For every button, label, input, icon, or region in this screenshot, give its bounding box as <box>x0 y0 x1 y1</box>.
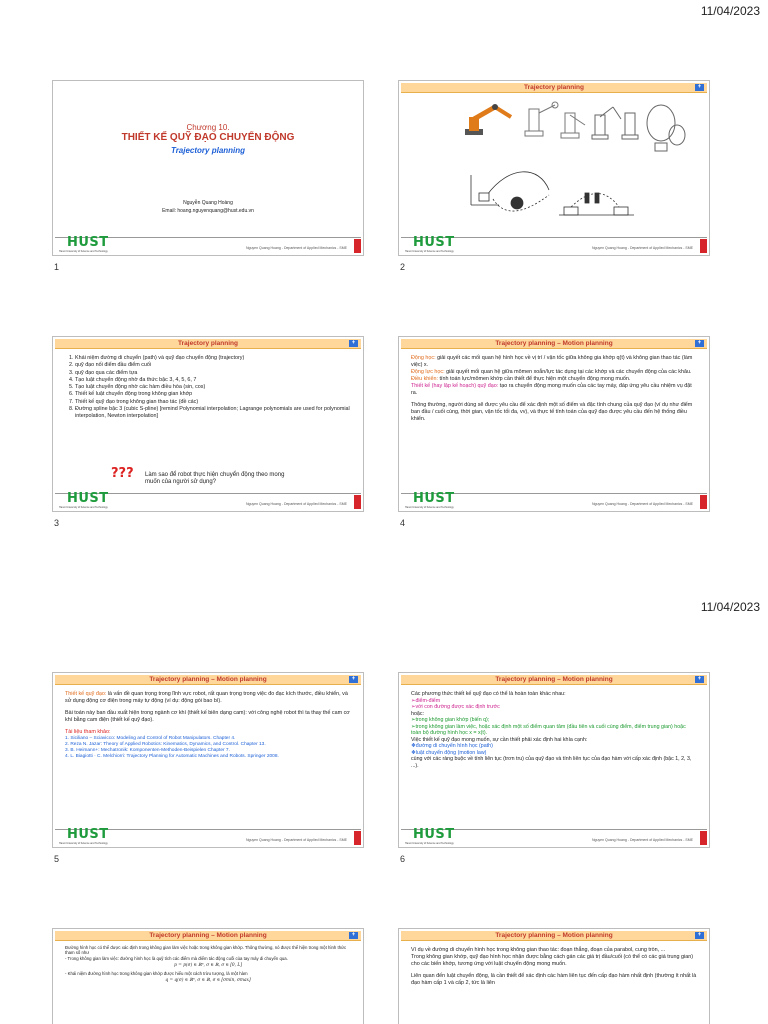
slide-5 <box>52 672 364 848</box>
paragraph: Ví dụ về đường di chuyển hình học trong không gian thao tác: đoạn thẳng, đoạn của parabol, cung tròn, ... <box>411 947 666 953</box>
bullet-item: ➢trong không gian làm việc, hoặc xác định một số điểm quan tâm (đầu tiên và cuối cùng điểm, điểm trung gian) hoặc toàn bộ đường hình học x = x(t). <box>411 723 686 736</box>
footer-credit: Nguyen Quang Hoang - Department of Applied Mechanics - SME <box>246 838 347 842</box>
chapter-title: THIẾT KẾ QUỸ ĐẠO CHUYỂN ĐỘNG <box>121 132 295 143</box>
list-item: 7. Thiết kế quỹ đạo trong không gian thao tác (đề các) <box>75 399 351 406</box>
slide-body <box>411 947 697 987</box>
bullet-item: ➢với con đường được xác định trước <box>411 704 500 710</box>
footer-credit: Nguyen Quang Hoang - Department of Applied Mechanics - SME <box>246 246 347 250</box>
slide-body <box>65 945 351 985</box>
slide-2 <box>398 80 710 256</box>
hust-logo: HUST <box>413 235 455 250</box>
slide-1 <box>52 80 364 256</box>
slide-header <box>401 931 707 941</box>
pick-place-diagram-icon <box>559 193 634 215</box>
chapter-subtitle: Trajectory planning <box>170 146 246 155</box>
slide-footer <box>401 237 707 253</box>
slide-footer <box>55 493 361 509</box>
hust-logo: HUST <box>413 491 455 506</box>
hust-logo: HUST <box>67 491 109 506</box>
footer-red-tab <box>700 831 707 845</box>
slide-header <box>401 83 707 93</box>
slide-footer <box>55 829 361 845</box>
footer-red-tab <box>700 495 707 509</box>
slide-header <box>55 675 361 685</box>
references-list <box>65 736 351 760</box>
equation: p = p(σ) ∈ ℝⁿ, σ ∈ ℝ, σ ∈ [0, L] <box>174 963 242 969</box>
slide-number: 1 <box>54 262 60 272</box>
list-item: 1. Khái niệm đường di chuyển (path) và quỹ đạo chuyển động (trajectory) <box>75 355 351 362</box>
footer-credit: Nguyen Quang Hoang - Department of Applied Mechanics - SME <box>592 502 693 506</box>
slide-body <box>65 355 351 420</box>
reference-item: 3. B. Heimann+: Mechatronik: Komponenten-Methoden-Beispielen Chapter 7. <box>65 747 230 753</box>
footer-credit: Nguyen Quang Hoang - Department of Applied Mechanics - SME <box>246 502 347 506</box>
hust-subtitle: Hanoi University of Science and Technology <box>59 842 108 845</box>
bullet-item: ❖luật chuyển động (motion law) <box>411 749 487 756</box>
author-email: Email: hoang.nguyenquang@hust.edu.vn <box>162 208 254 214</box>
slide-body <box>411 355 697 423</box>
slide-number: 5 <box>54 854 60 864</box>
paragraph: Việc thiết kế quỹ đạo mong muốn, sự cần thiết phải xác định hai khía cạnh: <box>411 736 588 743</box>
author-block <box>53 199 363 215</box>
sketch-robot-icon <box>525 102 585 138</box>
robot-arms-icon <box>592 105 685 151</box>
robot-illustrations <box>399 95 710 245</box>
slide-body <box>411 691 697 769</box>
footer-red-tab <box>354 239 361 253</box>
page-date: 11/04/2023 <box>700 4 760 18</box>
author-name: Nguyễn Quang Hoàng <box>183 200 233 206</box>
slide-7 <box>52 928 364 1024</box>
paragraph: Thông thường, người dùng sẽ được yêu cầu để xác định một số điểm và đặc tính chung của quỹ đạo (ví dụ như điểm ban đầu / cuối cùng, thời gian, vận tốc tối đa, vv), và thực tế tính toán của quỹ đạo được yêu cầu đến hệ thống điều khiển. <box>411 402 693 423</box>
paragraph: Động học: giải quyết các mối quan hệ hình học về vị trí / vận tốc giữa không gia khớp q(t) và không gian thao tác (làm việc) x. <box>411 355 693 368</box>
reference-item: 4. L. Biagiotti · C. Melchiorri: Trajectory Planning for Automatic Machines and Robots. Springer 2008. <box>65 753 279 759</box>
list-item: 2. quỹ đạo nối điểm đầu điểm cuối <box>75 362 351 369</box>
paragraph: - Khái niệm đường hình học trong không gian khớp được hiểu một cách trừu tượng, là một hàm <box>65 970 248 976</box>
list-item: 6. Thiết kế luật chuyển động trong không gian khớp <box>75 391 351 398</box>
bullet-item: ➢điểm-điểm <box>411 697 441 704</box>
slide-body <box>65 691 351 760</box>
slide-footer <box>401 829 707 845</box>
question-block <box>111 466 295 486</box>
footer-red-tab <box>354 495 361 509</box>
paragraph: Trong không gian khớp, quỹ đạo hình học nhận được bằng cách gán các giá trị đầu/cuối (có thể có các giá trung gian) cho các biến khớp, tương ứng với luật chuyển động mong muốn. <box>411 953 693 967</box>
paragraph: Điều khiển: tính toán lực/mômen khớp cần thiết để thực hiện một chuyển động mong muốn. <box>411 375 631 382</box>
footer-credit: Nguyen Quang Hoang - Department of Applied Mechanics - SME <box>592 838 693 842</box>
list-item: 3. quỹ đạo qua các điểm tựa <box>75 370 351 377</box>
hust-logo: HUST <box>67 827 109 842</box>
footer-red-tab <box>700 239 707 253</box>
list-item: 8. Đường spline bậc 3 (cubic S-pline) [remind Polynomial interpolation; Lagrange polynomials are used for polynomial interpolation, Newton interpolation] <box>75 406 351 420</box>
chapter-label: Chương 10. <box>186 123 230 132</box>
paragraph: Bài toán này ban đầu xuất hiện trong ngành cơ khí (thiết kế biên dạng cam): với công nghệ robot thì ta thay thế cam cơ khí bằng cam điện (thiết kế quỹ đạo). <box>65 709 350 723</box>
reference-item: 2. Reza N. Jazar: Theory of Applied Robotics: Kinematics, Dynamics, and Control. Chapter 13. <box>65 741 266 747</box>
list-item: 5. Tạo luật chuyển động nhờ các hàm điều hòa (sin, cos) <box>75 384 351 391</box>
references-title: Tài liệu tham khảo: <box>65 728 111 735</box>
slide-header <box>55 339 361 349</box>
slide-nav-icon: + <box>695 84 704 91</box>
slide-nav-icon: + <box>695 932 704 939</box>
title-block <box>53 123 363 155</box>
hust-subtitle: Hanoi University of Science and Technology <box>59 250 108 253</box>
paragraph: - Trong không gian làm việc: đường hình học là quỹ tích các điểm mà điểm tác động cuối của tay máy di chuyển qua. <box>65 955 288 961</box>
slide-header-title: Trajectory planning <box>524 84 584 91</box>
question-marks-icon: ??? <box>111 466 134 481</box>
slide-nav-icon: + <box>695 676 704 683</box>
paragraph: Thiết kế (hay lập kế hoạch) quỹ đạo: tạo ra chuyển động mong muốn của các tay máy, đáp ứng yêu cầu nhiệm vụ đặt ra. <box>411 382 692 396</box>
slide-nav-icon: + <box>695 340 704 347</box>
slide-nav-icon: + <box>349 676 358 683</box>
orange-robot-icon <box>465 104 511 135</box>
slide-header-title: Trajectory planning <box>178 340 238 347</box>
slide-number: 4 <box>400 518 406 528</box>
paragraph: Liên quan đến luật chuyển động, là cần thiết để xác định các hàm liên tục đến cấp đạo hàm nhất định (thường ít nhất là đạo hàm cấp 1 và cấp 2, tức là liên <box>411 973 697 987</box>
hust-subtitle: Hanoi University of Science and Technology <box>405 250 454 253</box>
topic-list <box>65 355 351 420</box>
page-date: 11/04/2023 <box>700 600 760 614</box>
hust-subtitle: Hanoi University of Science and Technology <box>59 506 108 509</box>
footer-credit: Nguyen Quang Hoang - Department of Applied Mechanics - SME <box>592 246 693 250</box>
paragraph: hoặc: <box>411 710 424 717</box>
slide-4 <box>398 336 710 512</box>
question-text: Làm sao để robot thực hiện chuyển động theo mong muốn của người sử dụng? <box>145 472 285 485</box>
slide-header-title: Trajectory planning – Motion planning <box>495 932 613 939</box>
slide-footer <box>55 237 361 253</box>
slide-number: 6 <box>400 854 406 864</box>
slide-8 <box>398 928 710 1024</box>
slide-header <box>55 931 361 941</box>
footer-red-tab <box>354 831 361 845</box>
slide-number: 3 <box>54 518 60 528</box>
paragraph: Các phương thức thiết kế quỹ đạo có thể là hoàn toàn khác nhau: <box>411 691 566 697</box>
slide-6 <box>398 672 710 848</box>
slide-header-title: Trajectory planning – Motion planning <box>495 676 613 683</box>
hust-logo: HUST <box>67 235 109 250</box>
hust-logo: HUST <box>413 827 455 842</box>
slide-nav-icon: + <box>349 932 358 939</box>
paragraph: Động lực học: giải quyết mối quan hệ giữa mômen xoắn/lực tác dụng tại các khớp và các chuyển động của các khâu. <box>411 368 692 375</box>
slide-nav-icon: + <box>349 340 358 347</box>
slide-header-title: Trajectory planning – Motion planning <box>495 340 613 347</box>
equation: q = q(σ) ∈ ℝⁿ, σ ∈ ℝ, σ ∈ [σmin, σmax] <box>165 978 251 984</box>
slide-header-title: Trajectory planning – Motion planning <box>149 676 267 683</box>
slide-number: 2 <box>400 262 406 272</box>
slide-header <box>401 339 707 349</box>
slide-3 <box>52 336 364 512</box>
slide-footer <box>401 493 707 509</box>
slide-header <box>401 675 707 685</box>
bullet-item: ❖đường di chuyển hình học (path) <box>411 743 493 749</box>
list-item: 4. Tạo luật chuyển động nhờ đa thức bậc 3, 4, 5, 6, 7 <box>75 377 351 384</box>
path-diagram-icon <box>471 172 549 211</box>
bullet-item: ➢trong không gian khớp (biến q); <box>411 717 490 723</box>
paragraph: Đường hình học có thể được xác định trong không gian làm việc hoặc trong không gian khớp. Thông thường, nó được thể hiện trong một hình thức tham số như <box>65 945 347 956</box>
reference-item: 1. Siciliano – Sciavicco: Modeling and Control of Robot Manipulators. Chapter 4. <box>65 735 236 741</box>
paragraph: Thiết kế quỹ đạo: là vấn đề quan trọng trong lĩnh vực robot, rất quan trọng trong việc đo đạc kích thước, điều khiển, và sử dụng động cơ điện trong máy tự động (ví dụ: động gói bao bì). <box>65 691 348 704</box>
hust-subtitle: Hanoi University of Science and Technology <box>405 842 454 845</box>
paragraph: cùng với các ràng buộc về tính liên tục (trơn tru) của quỹ đạo và tính liên tục của đạo hàm với cấp xác định (bậc 1, 2, 3, ...). <box>411 756 692 769</box>
hust-subtitle: Hanoi University of Science and Technology <box>405 506 454 509</box>
slide-header-title: Trajectory planning – Motion planning <box>149 932 267 939</box>
